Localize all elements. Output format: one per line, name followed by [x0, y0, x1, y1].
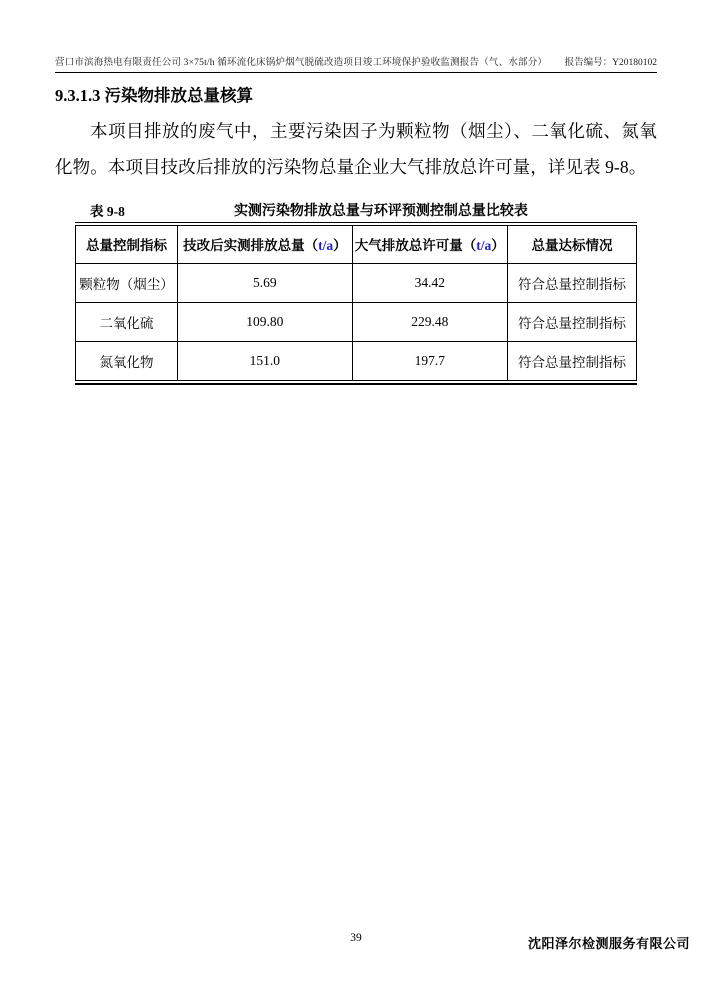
footer-company: 沈阳泽尔检测服务有限公司 [527, 936, 690, 951]
compliance-cell: 符合总量控制指标 [507, 263, 636, 302]
compliance-cell: 符合总量控制指标 [507, 302, 636, 341]
unit-label: t/a [476, 238, 492, 254]
table-head [76, 224, 637, 263]
value-cell: 5.69 [178, 263, 352, 302]
report-number: 报告编号：Y20180102 [564, 58, 657, 68]
pollutant-name-cell: 氮氧化物 [76, 341, 178, 380]
table-row [76, 341, 637, 380]
table-header-cell: 总量达标情况 [507, 224, 636, 263]
page-content [55, 86, 657, 385]
running-header-title: 营口市滨海热电有限责任公司 3×75t/h 循环流化床锅炉烟气脱硫改造项目竣工环境保护验收监测报告（气、水部分） [55, 58, 548, 68]
value-cell: 197.7 [352, 341, 507, 380]
running-header [55, 54, 657, 73]
value-cell: 151.0 [178, 341, 352, 380]
compliance-cell: 符合总量控制指标 [507, 341, 636, 380]
table-title: 实测污染物排放总量与环评预测控制总量比较表 [233, 204, 528, 219]
table-header-row [76, 224, 637, 263]
value-cell: 109.80 [178, 302, 352, 341]
section-heading: 9.3.1.3 污染物排放总量核算 [55, 86, 253, 105]
value-cell: 229.48 [352, 302, 507, 341]
table-label: 表 9-8 [90, 204, 125, 219]
table-row [76, 302, 637, 341]
table-header-cell: 技改后实测排放总量（t/a） [178, 224, 352, 263]
table-caption [75, 200, 637, 220]
table-header-cell: 总量控制指标 [76, 224, 178, 263]
pollutant-name-cell: 颗粒物（烟尘） [76, 263, 178, 302]
table-header-cell: 大气排放总许可量（t/a） [352, 224, 507, 263]
table-body [76, 263, 637, 380]
value-cell: 34.42 [352, 263, 507, 302]
body-paragraph: 本项目排放的废气中，主要污染因子为颗粒物（烟尘）、二氧化硫、氮氧化物。本项目技改后排放的污染物总量企业大气排放总许可量，详见表 9-8。 [55, 121, 657, 177]
table-row [76, 263, 637, 302]
table-wrap [75, 222, 637, 385]
comparison-table [75, 222, 637, 381]
page-number: 39 [350, 932, 362, 944]
pollutant-name-cell: 二氧化硫 [76, 302, 178, 341]
unit-label: t/a [318, 238, 334, 254]
